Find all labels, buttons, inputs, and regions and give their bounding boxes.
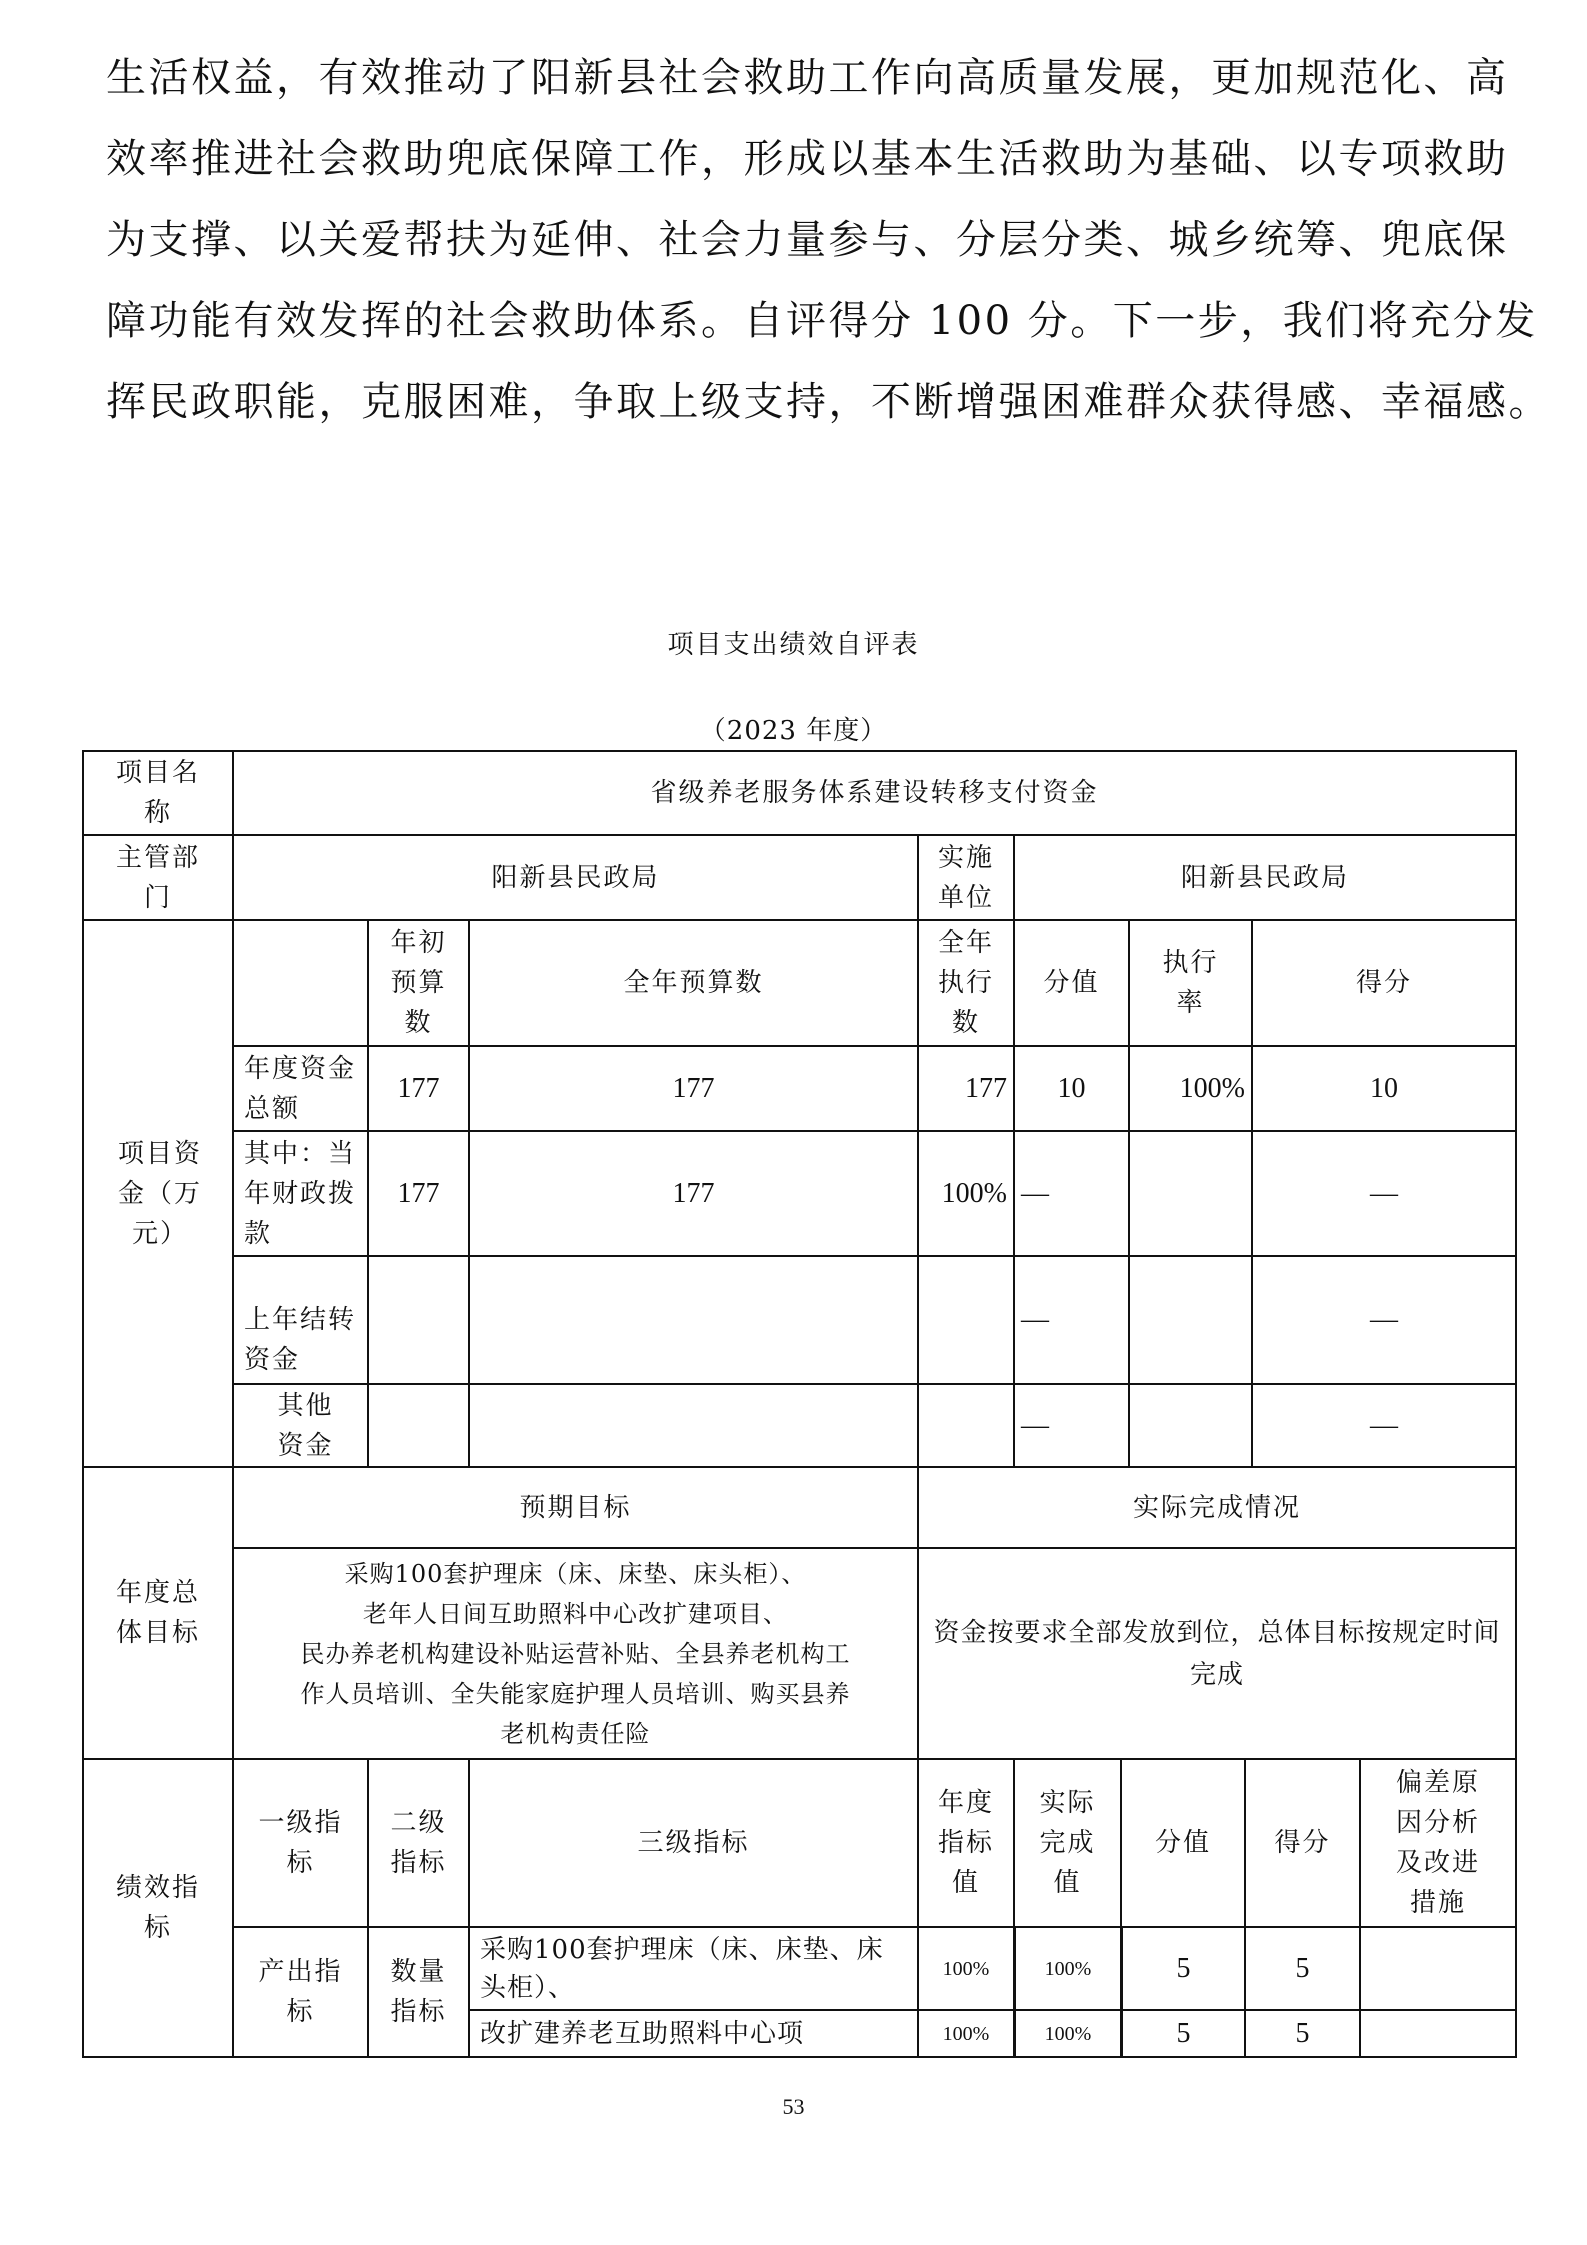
paragraph-line: 障功能有效发挥的社会救助体系。自评得分 100 分。下一步，我们将充分发 xyxy=(106,298,1538,344)
goal-expected-line: 作人员培训、全失能家庭护理人员培训、购买县养 xyxy=(300,1679,851,1708)
funds-row-annual xyxy=(470,1385,917,1466)
perf-header-score: 得分 xyxy=(1274,1828,1331,1858)
perf-header-level2: 二级指标 xyxy=(390,1808,447,1878)
project-name-value: 省级养老服务体系建设转移支付资金 xyxy=(650,778,1099,808)
perf-row-level3: 采购100套护理床（床、床垫、床头柜）、 xyxy=(480,1934,884,2003)
funds-row-annual: 177 xyxy=(672,1072,715,1104)
table-title: 项目支出绩效自评表 xyxy=(667,630,920,660)
perf-header-actual: 实际完成值 xyxy=(1039,1788,1096,1898)
funds-row-score: 10 xyxy=(1370,1072,1398,1104)
goal-expected-line: 民办养老机构建设补贴运营补贴、全县养老机构工 xyxy=(300,1639,851,1668)
perf-row-target: 100% xyxy=(942,2022,990,2045)
funds-row-executed xyxy=(919,1257,1013,1383)
funds-row-score: — xyxy=(1370,1409,1398,1441)
funds-header-initial: 年初预算数 xyxy=(390,928,447,1038)
table-border xyxy=(82,2056,1517,2058)
perf-label: 绩效指标 xyxy=(115,1873,200,1943)
funds-header-executed: 全年执行数 xyxy=(937,928,994,1038)
funds-row-score: — xyxy=(1370,1304,1398,1335)
paragraph-line: 为支撑、以关爱帮扶为延伸、社会力量参与、分层分类、城乡统筹、兜底保 xyxy=(106,217,1509,263)
funds-row-label: 其中：当年财政拨款 xyxy=(244,1138,357,1249)
perf-row-target: 100% xyxy=(942,1957,990,1980)
funds-row-initial xyxy=(369,1257,468,1383)
funds-header-rate: 执行率 xyxy=(1162,948,1219,1018)
perf-header-target: 年度指标值 xyxy=(937,1788,994,1898)
funds-row-executed xyxy=(919,1385,1013,1466)
goal-expected-line: 老机构责任险 xyxy=(500,1719,651,1748)
funds-row-score-value: — xyxy=(1021,1177,1049,1209)
funds-header-score: 得分 xyxy=(1355,968,1412,998)
funds-row-rate: 100% xyxy=(1179,1072,1245,1104)
table-border xyxy=(1515,750,1517,2058)
table-border xyxy=(82,750,84,2058)
funds-row-initial xyxy=(369,1385,468,1466)
funds-row-annual xyxy=(470,1257,917,1383)
funds-row-rate xyxy=(1130,1132,1251,1255)
perf-row-actual: 100% xyxy=(1044,1957,1092,1980)
paragraph-line: 挥民政职能，克服困难，争取上级支持，不断增强困难群众获得感、幸福感。 xyxy=(106,379,1551,425)
perf-level2-value: 数量指标 xyxy=(390,1957,447,2027)
paragraph-line: 效率推进社会救助兜底保障工作，形成以基本生活救助为基础、以专项救助 xyxy=(106,136,1509,182)
perf-row-deviation xyxy=(1361,1928,1515,2009)
funds-row-label: 年度资金总额 xyxy=(244,1053,357,1124)
funds-row-label: 上年结转资金 xyxy=(244,1305,357,1375)
paragraph-line: 生活权益，有效推动了阳新县社会救助工作向高质量发展，更加规范化、高 xyxy=(106,55,1509,101)
perf-header-level3: 三级指标 xyxy=(637,1828,750,1858)
impl-label: 实施单位 xyxy=(937,842,994,913)
funds-row-score-value: 10 xyxy=(1057,1072,1086,1104)
goal-label: 年度总体目标 xyxy=(115,1578,200,1648)
funds-row-rate xyxy=(1130,1385,1251,1466)
table-subtitle: （2023 年度） xyxy=(699,716,888,746)
funds-row-initial: 177 xyxy=(397,1072,440,1104)
perf-row-deviation xyxy=(1361,2011,1515,2056)
funds-row-annual: 177 xyxy=(672,1177,715,1209)
goal-expected-header: 预期目标 xyxy=(519,1492,632,1523)
funds-header-score-value: 分值 xyxy=(1043,968,1100,998)
funds-row-score-value: — xyxy=(1021,1304,1049,1335)
perf-level1-value: 产出指标 xyxy=(258,1957,343,2027)
perf-row-score-value: 5 xyxy=(1176,2017,1191,2049)
perf-row-score-value: 5 xyxy=(1176,1952,1191,1984)
page-number: 53 xyxy=(782,2094,805,2119)
perf-row-score: 5 xyxy=(1295,1952,1310,1984)
perf-header-score-value: 分值 xyxy=(1154,1828,1211,1858)
funds-row-score: — xyxy=(1370,1177,1398,1209)
goal-actual-header: 实际完成情况 xyxy=(1132,1492,1301,1523)
funds-row-executed: 177 xyxy=(965,1072,1007,1104)
goal-expected-line: 老年人日间互助照料中心改扩建项目、 xyxy=(363,1599,788,1628)
perf-row-score: 5 xyxy=(1295,2017,1310,2049)
perf-header-level1: 一级指标 xyxy=(258,1808,343,1878)
project-name-label: 项目名称 xyxy=(115,758,200,828)
goal-expected-text xyxy=(234,1549,917,1758)
perf-header-deviation: 偏差原因分析及改进措施 xyxy=(1395,1768,1480,1918)
goal-expected-line: 采购100套护理床（床、床垫、床头柜）、 xyxy=(344,1559,807,1588)
funds-row-initial: 177 xyxy=(397,1177,440,1209)
dept-label: 主管部门 xyxy=(115,842,200,913)
goal-actual-text: 资金按要求全部发放到位，总体目标按规定时间完成 xyxy=(933,1617,1501,1690)
funds-row-rate xyxy=(1130,1257,1251,1383)
dept-value: 阳新县民政局 xyxy=(491,862,660,893)
perf-row-actual: 100% xyxy=(1044,2022,1092,2045)
funds-label: 项目资金（万元） xyxy=(117,1138,202,1249)
impl-value: 阳新县民政局 xyxy=(1180,862,1349,893)
funds-row-label: 其他资金 xyxy=(277,1390,334,1461)
funds-row-score-value: — xyxy=(1021,1409,1049,1441)
funds-header-annual: 全年预算数 xyxy=(623,968,764,998)
perf-row-level3: 改扩建养老互助照料中心项 xyxy=(480,2018,805,2049)
funds-row-executed: 100% xyxy=(941,1177,1007,1209)
